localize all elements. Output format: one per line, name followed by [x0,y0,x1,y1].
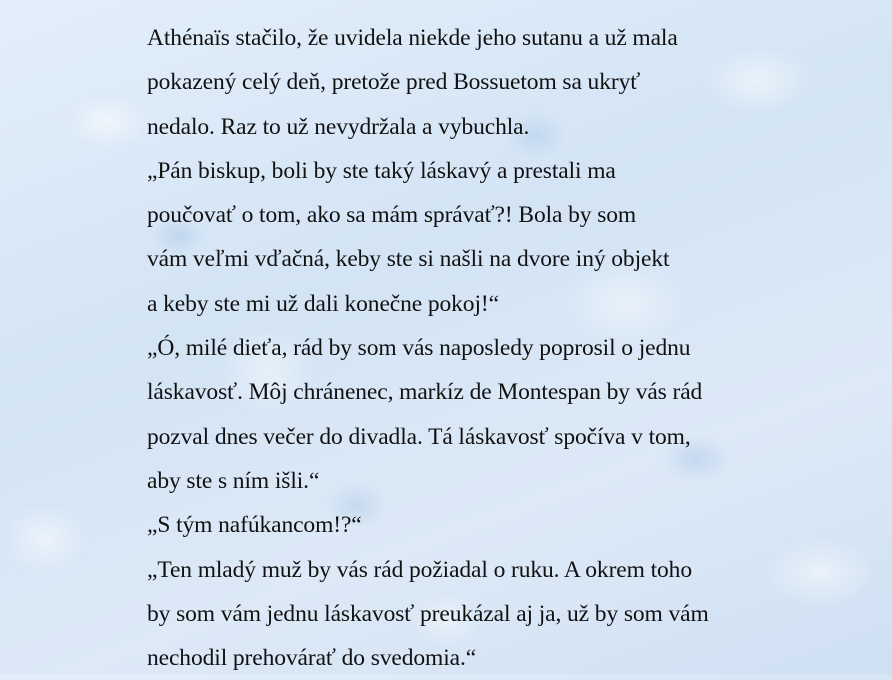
text-line-14: by som vám jednu láskavosť preukázal aj ja, už by som vám [147,600,709,627]
text-line-12: „S tým nafúkancom!?“ [147,512,362,539]
text-line-7: a keby ste mi už dali konečne pokoj!“ [147,290,499,317]
text-line-3: nedalo. Raz to už nevydržala a vybuchla. [147,113,530,140]
text-line-4: „Pán biskup, boli by ste taký láskavý a prestali ma [147,157,616,184]
text-line-1: Athénaïs stačilo, že uvidela niekde jeho sutanu a už mala [147,25,678,51]
text-line-11: aby ste s ním išli.“ [147,467,320,494]
text-line-6: vám veľmi vďačná, keby ste si našli na dvore iný objekt [147,246,670,273]
text-line-5: poučovať o tom, ako sa mám správať?! Bola by som [147,202,637,229]
document-text-body [147,16,847,680]
text-line-2: pokazený celý deň, pretože pred Bossuetom sa ukryť [147,69,641,96]
text-line-10: pozval dnes večer do divadla. Tá láskavosť spočíva v tom, [147,423,691,450]
text-line-13: „Ten mladý muž by vás rád požiadal o ruku. A okrem toho [147,556,692,583]
text-line-9: láskavosť. Môj chránenec, markíz de Montespan by vás rád [147,379,703,406]
text-line-15: nechodil prehovárať do svedomia.“ [147,645,477,672]
text-line-8: „Ó, milé dieťa, rád by som vás naposledy poprosil o jednu [147,335,691,362]
